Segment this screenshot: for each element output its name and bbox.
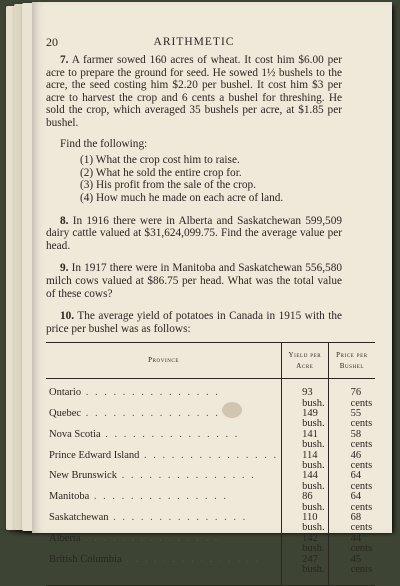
column-header-yield: Yield per Acre — [282, 343, 328, 379]
price-cell: 68 cents — [350, 511, 373, 534]
yield-cell: 247 bush. — [282, 555, 328, 586]
table-row — [46, 379, 375, 409]
leader-dots: . . . . . . . . . . . . . . . — [108, 512, 248, 523]
yield-cell: 93 bush. — [282, 379, 328, 409]
yield-cell: 144 bush. — [282, 471, 328, 492]
table-header-row — [46, 343, 375, 379]
yield-cell: 110 bush. — [282, 513, 328, 534]
price-cell: 58 cents — [350, 428, 373, 451]
leader-dots: . . . . . . . . . . . . . . . — [81, 387, 220, 399]
province-cell: Quebec . . . . . . . . . . . . . . . — [49, 408, 220, 419]
leader-dots: . . . . . . . . . . . . . . . — [100, 429, 240, 440]
price-cell: 45 cents — [350, 553, 373, 575]
problem-number: 10. — [60, 310, 75, 323]
table-row — [46, 451, 375, 472]
list-item: (1) What the crop cost him to raise. — [80, 154, 240, 167]
problem-text: In 1917 there were in Manitoba and Saskatchewan 556,580 milch cows valued at $86.75 per head. What was the total value of these cows? — [46, 262, 342, 300]
table-row — [46, 534, 375, 555]
table-row — [46, 409, 375, 430]
table-row — [46, 430, 375, 451]
problem-10 — [46, 310, 342, 335]
leader-dots: . . . . . . . . . . . . . . . — [81, 408, 220, 419]
price-cell: 46 cents — [350, 449, 373, 471]
problem-number: 9. — [60, 262, 69, 275]
table-body — [46, 379, 375, 586]
province-cell: Nova Scotia . . . . . . . . . . . . . . . — [49, 429, 240, 440]
page-content — [46, 35, 373, 586]
province-cell: Prince Edward Island . . . . . . . . . . . . . . . — [49, 450, 279, 461]
table-row — [46, 492, 375, 513]
running-title: ARITHMETIC — [153, 36, 235, 48]
price-cell: 76 cents — [350, 387, 373, 409]
table-row — [46, 555, 375, 586]
province-cell: Ontario . . . . . . . . . . . . . . . — [49, 387, 220, 399]
yield-cell: 114 bush. — [282, 451, 328, 472]
column-header-province: Province — [46, 343, 282, 379]
potato-yield-table — [46, 342, 375, 586]
list-item: (4) How much he made on each acre of land. — [80, 191, 284, 204]
problem-text: A farmer sowed 160 acres of wheat. It cost him $6.00 per acre to prepare the ground for seed. He sowed 1½ bushels to the acre, the seed costing him $2.20 per bushel. It cost him $3 per acre to harvest the crop and 6 cents a bushel for threshing. He sold the crop, which averaged 35 bushels per acre, at $1.85 per bushel. — [46, 54, 343, 129]
problem-8 — [46, 215, 342, 253]
yield-cell: 142 bush. — [282, 534, 328, 555]
problem-text: The average yield of potatoes in Canada in 1915 with the price per bushel was as follows: — [46, 310, 342, 335]
leader-dots: . . . . . . . . . . . . . . . — [121, 554, 261, 565]
province-cell: Alberta . . . . . . . . . . . . . . . — [49, 533, 220, 544]
yield-cell: 149 bush. — [282, 409, 328, 430]
problem-number: 7. — [60, 54, 69, 66]
table-row — [46, 513, 375, 534]
leader-dots: . . . . . . . . . . . . . . . — [89, 492, 228, 503]
price-cell: 64 cents — [350, 470, 373, 492]
province-cell: British Columbia . . . . . . . . . . . . . . . — [49, 554, 261, 565]
page-number: 20 — [46, 35, 58, 49]
yield-cell: 141 bush. — [282, 430, 328, 451]
list-item: (3) His profit from the sale of the crop. — [80, 179, 256, 192]
province-cell: Manitoba . . . . . . . . . . . . . . . — [49, 492, 228, 503]
find-label: Find the following: — [60, 137, 148, 150]
leader-dots: . . . . . . . . . . . . . . . — [139, 450, 279, 461]
price-cell: 44 cents — [350, 532, 373, 555]
problem-number: 8. — [60, 214, 69, 227]
page-header — [46, 36, 342, 54]
list-item: (2) What he sold the entire crop for. — [80, 166, 242, 179]
leader-dots: . . . . . . . . . . . . . . . — [116, 471, 256, 482]
problem-7 — [46, 54, 342, 130]
leader-dots: . . . . . . . . . . . . . . . — [80, 533, 220, 544]
yield-cell: 86 bush. — [282, 492, 328, 513]
problem-9 — [46, 262, 342, 300]
province-cell: New Brunswick . . . . . . . . . . . . . . . — [49, 471, 256, 482]
column-header-price: Price per Bushel — [328, 343, 375, 379]
problem-7-items — [46, 154, 342, 204]
table-row — [46, 471, 375, 492]
problem-text: In 1916 there were in Alberta and Saskatchewan 599,509 dairy cattle valued at $31,624,099.75. Find the average value per head. — [46, 214, 342, 252]
price-cell: 55 cents — [350, 407, 373, 430]
price-cell: 64 cents — [350, 491, 373, 513]
province-cell: Saskatchewan . . . . . . . . . . . . . . . — [49, 512, 248, 523]
